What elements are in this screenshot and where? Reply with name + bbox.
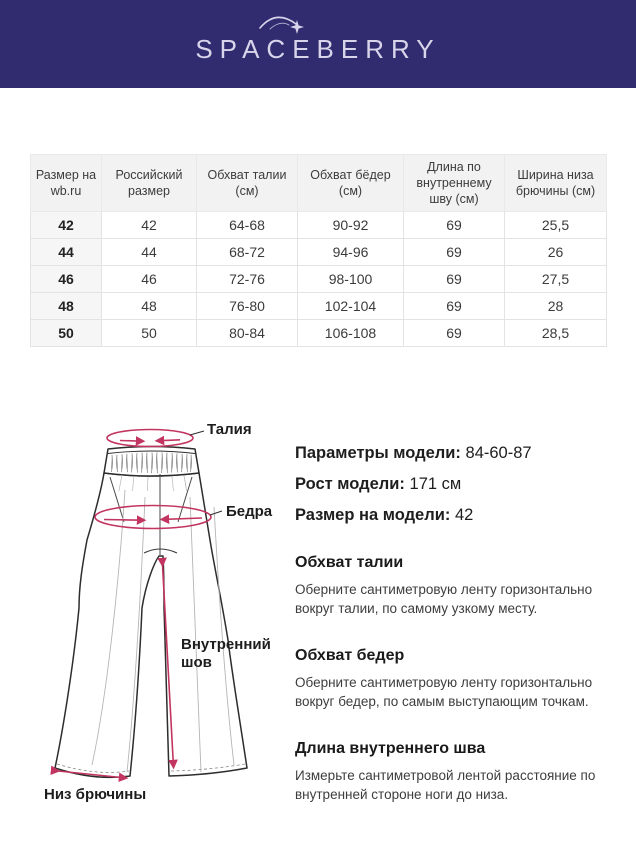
waist-measure-title: Обхват талии: [295, 554, 404, 571]
table-cell: 42: [102, 212, 197, 239]
inseam-measure-section: [295, 740, 617, 804]
col-header-wb-size: Размер на wb.ru: [31, 155, 102, 212]
table-cell: 44: [102, 239, 197, 266]
table-cell: 46: [31, 266, 102, 293]
pants-measurement-diagram: [30, 415, 292, 825]
hem-label: Низ брючины: [44, 786, 147, 803]
table-row: [31, 293, 607, 320]
table-cell: 102-104: [298, 293, 404, 320]
shooting-star-icon: [256, 8, 312, 40]
model-size-label: Размер на модели:: [295, 506, 451, 524]
table-cell: 94-96: [298, 239, 404, 266]
table-cell: 48: [102, 293, 197, 320]
table-cell: 50: [31, 320, 102, 347]
table-cell: 90-92: [298, 212, 404, 239]
table-row: [31, 212, 607, 239]
model-parameters-value: 84-60-87: [465, 444, 532, 462]
table-cell: 42: [31, 212, 102, 239]
table-cell: 72-76: [197, 266, 298, 293]
hips-measure-title: Обхват бедер: [295, 647, 405, 664]
hips-label: Бедра: [226, 503, 273, 520]
model-size-value: 42: [454, 506, 474, 524]
brand-header: [0, 0, 636, 88]
model-height-label: Рост модели:: [295, 475, 405, 493]
hips-measure-description: Оберните сантиметровую ленту горизонтально вокруг бедер, по самым выступающим точкам.: [295, 675, 593, 709]
table-row: [31, 320, 607, 347]
table-cell: 27,5: [505, 266, 607, 293]
table-cell: 69: [404, 212, 505, 239]
table-cell: 48: [31, 293, 102, 320]
table-cell: 44: [31, 239, 102, 266]
table-cell: 98-100: [298, 266, 404, 293]
pants-line-drawing: [30, 415, 292, 787]
hips-measure-section: [295, 647, 617, 711]
waist-measure-description: Оберните сантиметровую ленту горизонтально вокруг талии, по самому узкому месту.: [295, 582, 593, 616]
table-cell: 26: [505, 239, 607, 266]
measurement-info-column: [295, 443, 617, 804]
table-cell: 69: [404, 239, 505, 266]
col-header-inseam: Длина по внутреннему шву (см): [404, 155, 505, 212]
inseam-measure-description: Измерьте сантиметровой лентой расстояние по внутренней стороне ноги до низа.: [295, 768, 596, 802]
brand-logo-text: SPACEBERRY: [195, 33, 441, 64]
table-cell: 25,5: [505, 212, 607, 239]
table-cell: 28: [505, 293, 607, 320]
table-cell: 69: [404, 266, 505, 293]
model-parameters-line: [295, 443, 617, 463]
size-table-body: [31, 212, 607, 347]
table-row: [31, 239, 607, 266]
table-cell: 46: [102, 266, 197, 293]
inseam-label: Внутренний шов: [181, 636, 271, 671]
col-header-hem-width: Ширина низа брючины (см): [505, 155, 607, 212]
size-chart-table: [30, 154, 607, 347]
table-cell: 76-80: [197, 293, 298, 320]
table-cell: 69: [404, 293, 505, 320]
waist-label: Талия: [207, 421, 252, 438]
table-cell: 68-72: [197, 239, 298, 266]
col-header-hips: Обхват бёдер (см): [298, 155, 404, 212]
model-height-line: [295, 474, 617, 494]
model-height-value: 171 см: [409, 475, 462, 493]
table-cell: 80-84: [197, 320, 298, 347]
table-cell: 106-108: [298, 320, 404, 347]
table-cell: 64-68: [197, 212, 298, 239]
col-header-waist: Обхват талии (см): [197, 155, 298, 212]
col-header-ru-size: Российский размер: [102, 155, 197, 212]
inseam-measure-title: Длина внутреннего шва: [295, 740, 486, 757]
model-parameters-label: Параметры модели:: [295, 444, 461, 462]
table-header-row: [31, 155, 607, 212]
waist-measure-section: [295, 554, 617, 618]
table-cell: 50: [102, 320, 197, 347]
table-cell: 28,5: [505, 320, 607, 347]
model-size-line: [295, 505, 617, 525]
table-cell: 69: [404, 320, 505, 347]
table-row: [31, 266, 607, 293]
